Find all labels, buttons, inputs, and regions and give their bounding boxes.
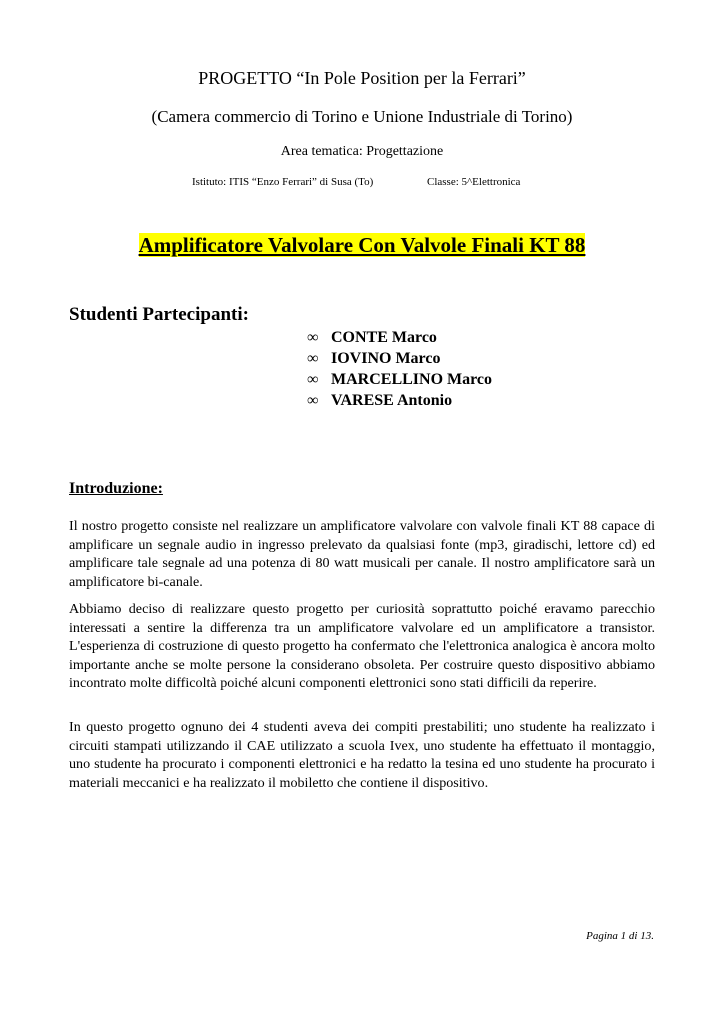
infinity-bullet-icon: ∞ [307, 392, 319, 409]
student-list-item [307, 327, 492, 348]
intro-heading: Introduzione: [69, 480, 163, 497]
students-heading: Studenti Partecipanti: [69, 304, 249, 325]
project-title: PROGETTO “In Pole Position per la Ferrari” [198, 68, 526, 88]
infinity-bullet-icon: ∞ [307, 371, 319, 388]
page-number: Pagina 1 di 13. [586, 930, 654, 942]
main-title-text: Amplificatore Valvolare Con Valvole Finali KT 88 [138, 233, 586, 257]
thematic-area: Area tematica: Progettazione [280, 144, 444, 159]
intro-paragraph: In questo progetto ognuno dei 4 studenti aveva dei compiti prestabiliti; uno studente ha realizzato i circuiti stampati utilizzando il CAE utilizzato a scuola Ivex, uno studente ha effettuato il montaggio, uno studente ha procurato i componenti elettronici e ha redatto la tesina ed uno studente ha procurato i materiali meccanici e ha realizzato il mobiletto che contiene il dispositivo. [69, 719, 655, 791]
student-list-item [307, 348, 492, 369]
intro-paragraph: Abbiamo deciso di realizzare questo progetto per curiosità soprattutto poiché eravamo parecchio interessati a sentire la differenza tra un amplificatore valvolare ed un amplificatore a transistor. L'esperienza di costruzione di questo progetto ha confermato che l'elettronica analogica è ancora molto importante anche se molte persone la considerano obsoleta. Per costruire questo dispositivo abbiamo incontrato molte difficoltà poiché alcuni componenti elettronici sono stati difficili da reperire. [69, 601, 655, 691]
student-list [307, 327, 492, 411]
class-label: Classe: 5^Elettronica [427, 176, 521, 188]
main-title [0, 233, 724, 258]
institute-label: Istituto: ITIS “Enzo Ferrari” di Susa (To) [192, 176, 374, 188]
project-subtitle: (Camera commercio di Torino e Unione Industriale di Torino) [151, 107, 573, 126]
student-list-item [307, 390, 492, 411]
infinity-bullet-icon: ∞ [307, 350, 319, 367]
student-name: MARCELLINO Marco [331, 371, 493, 388]
infinity-bullet-icon: ∞ [307, 329, 319, 346]
student-name: CONTE Marco [331, 329, 437, 346]
student-name: IOVINO Marco [331, 350, 441, 367]
student-list-item [307, 369, 492, 390]
intro-paragraph: Il nostro progetto consiste nel realizzare un amplificatore valvolare con valvole finali KT 88 capace di amplificare un segnale audio in ingresso prelevato da qualsiasi fonte (mp3, giradischi, lettore cd) ed amplificare tale segnale ad una potenza di 80 watt musicali per canale. Il nostro amplificatore sarà un amplificatore bi-canale. [69, 518, 655, 590]
student-name: VARESE Antonio [331, 392, 453, 409]
